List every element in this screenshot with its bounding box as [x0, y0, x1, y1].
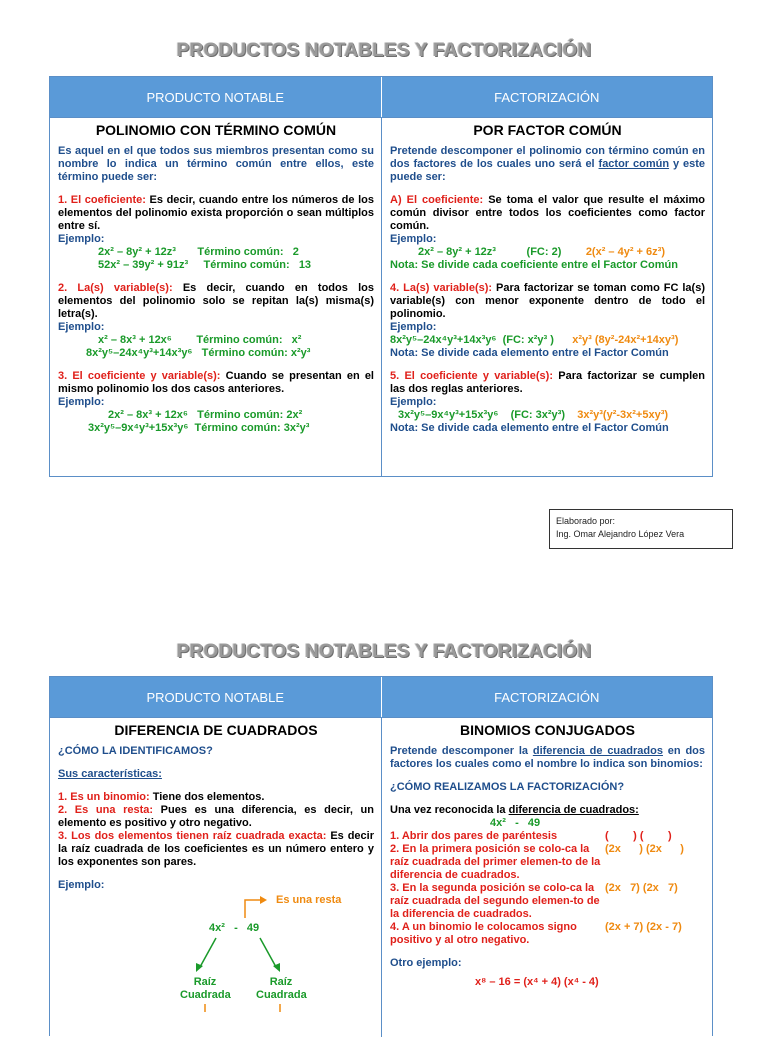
example-label: Ejemplo:	[58, 233, 105, 245]
left-column	[50, 718, 381, 1037]
case-label: 3. El coeficiente y variable(s):	[58, 370, 221, 382]
example-label: Ejemplo:	[58, 396, 105, 408]
char-label: 3. Los dos elementos tienen raíz cuadrada exacta:	[58, 830, 327, 842]
example-line: 2x² – 8y² + 12z³ (FC: 2) 2(x² – 4y² + 6z³)	[418, 246, 665, 258]
right-intro: Pretende descomponer el polinomio con término común en dos factores de los cuales uno será el factor común y este puede ser:	[390, 145, 706, 183]
credit-line: Elaborado por:	[556, 516, 616, 526]
example-line: 8x²y⁵–24x⁴y³+14x³y⁶ (FC: x²y³ ) x²y³ (8y²-24x²+14xy³)	[390, 334, 679, 346]
right-subtitle: BINOMIOS CONJUGADOS	[459, 722, 635, 738]
diagram-root-right: Raíz Cuadrada	[256, 976, 307, 1001]
diagram-root-left: Raíz Cuadrada	[180, 976, 231, 1001]
example-line: 8x²y⁵–24x⁴y³+14x³y⁶ Término común: x²y³	[86, 347, 311, 359]
credits-box	[549, 509, 733, 549]
right-subtitle: POR FACTOR COMÚN	[473, 122, 622, 138]
notes-table	[49, 76, 713, 477]
step-row: 2. En la primera posición se colo-ca la raíz cuadrada del primer elemen-to de la diferencia de cuadrados. (2x ) (2x )	[390, 843, 684, 881]
table-header	[50, 77, 712, 117]
other-example-label: Otro ejemplo:	[390, 957, 462, 969]
diagram-expression: 4x² - 49	[209, 922, 260, 934]
case-label: 1. El coeficiente:	[58, 194, 146, 206]
left-subtitle: DIFERENCIA DE CUADRADOS	[114, 722, 318, 738]
left-intro: Es aquel en el que todos sus miembros presentan como su nombre lo indica un término común entre ellos, este término puede ser:	[58, 145, 374, 183]
question-heading: ¿CÓMO LA IDENTIFICAMOS?	[58, 745, 213, 757]
table-header	[50, 677, 712, 717]
case-text: Es decir, cuando en todos los elementos del polinomio solo se repitan la(s) misma(s) letra(s).	[58, 282, 374, 320]
example-diagram	[58, 892, 374, 1012]
case-label: 5. El coeficiente y variable(s):	[390, 370, 553, 382]
case-text: Es decir, cuando entre los números de los elementos del polinomio exista proporción o sean múltiplos entre sí.	[58, 194, 375, 232]
case-text: Se toma el valor que resulte el máximo común divisor entre todos los coeficientes como factor común.	[390, 194, 705, 232]
case-text: Para factorizar se cumplen las dos reglas anteriores.	[390, 370, 705, 395]
step-row: 1. Abrir dos pares de paréntesis ( ) ( )	[390, 830, 672, 842]
left-column	[50, 118, 381, 476]
characteristics-heading: Sus características:	[58, 768, 162, 780]
other-example-expression: x⁸ – 16 = (x⁴ + 4) (x⁴ - 4)	[475, 976, 599, 988]
example-label: Ejemplo:	[390, 233, 437, 245]
char-label: 2. Es una resta:	[58, 804, 154, 816]
notes-table	[49, 676, 713, 1036]
example-label: Ejemplo:	[390, 321, 437, 333]
credit-line: Ing. Omar Alejandro López Vera	[556, 529, 685, 539]
header-factorizacion: FACTORIZACIÓN	[381, 677, 713, 717]
step-row: 3. En la segunda posición se colo-ca la raíz cuadrada del segundo elemen-to de la diferencia de cuadrados. (2x 7) (2x 7)	[390, 882, 678, 920]
note-line: Nota: Se divide cada coeficiente entre el Factor Común	[390, 259, 678, 271]
recognized-expression: 4x² - 49	[490, 817, 541, 829]
example-line: 2x² – 8x³ + 12x⁶ Término común: 2x²	[108, 409, 303, 421]
right-column	[381, 718, 712, 1037]
case-text: Para factorizar se toman como FC la(s) variable(s) con menor exponente dentro de todo el polinomio.	[390, 282, 705, 320]
note-line: Nota: Se divide cada elemento entre el Factor Común	[390, 347, 669, 359]
diagram-resta-label: Es una resta	[276, 894, 342, 906]
page-title: PRODUCTOS NOTABLES Y FACTORIZACIÓN	[176, 641, 592, 662]
example-line: 2x² – 8y² + 12z³ Término común: 2	[98, 246, 299, 258]
header-factorizacion: FACTORIZACIÓN	[381, 77, 713, 117]
char-label: 1. Es un binomio:	[58, 791, 150, 803]
header-producto-notable: PRODUCTO NOTABLE	[146, 89, 284, 105]
right-intro: Pretende descomponer la diferencia de cuadrados en dos factores los cuales como el nombre lo indica son binomios:	[390, 745, 705, 770]
recognized-line: Una vez reconocida la diferencia de cuadrados:	[390, 804, 639, 816]
right-column	[381, 118, 712, 476]
case-text: Cuando se presentan en el mismo polinomio los dos casos anteriores.	[58, 370, 374, 395]
page-title: PRODUCTOS NOTABLES Y FACTORIZACIÓN	[176, 40, 592, 61]
case-label: 2. La(s) variable(s):	[58, 282, 173, 294]
step-row: 4. A un binomio le colocamos signo positivo y al otro negativo. (2x + 7) (2x - 7)	[390, 921, 682, 946]
header-producto-notable: PRODUCTO NOTABLE	[146, 689, 284, 705]
char-text: Es decir la raíz cuadrada de los coeficientes es un número entero y los exponentes son pares.	[58, 830, 374, 868]
char-text: Pues es una diferencia, es decir, un elemento es positivo y otro negativo.	[58, 804, 374, 829]
note-line: Nota: Se divide cada elemento entre el Factor Común	[390, 422, 669, 434]
case-label: 4. La(s) variable(s):	[390, 282, 493, 294]
example-label: Ejemplo:	[58, 321, 105, 333]
example-line: 3x²y⁵–9x⁴y³+15x³y⁶ Término común: 3x²y³	[88, 422, 310, 434]
example-line: 3x²y⁵–9x⁴y³+15x³y⁶ (FC: 3x²y³) 3x²y³(y²-3x²+5xy³)	[398, 409, 669, 421]
example-line: 52x² – 39y² + 91z³ Término común: 13	[98, 259, 312, 271]
char-text: Tiene dos elementos.	[149, 791, 265, 803]
example-label: Ejemplo:	[58, 879, 105, 891]
case-label: A) El coeficiente:	[390, 194, 484, 206]
left-subtitle: POLINOMIO CON TÉRMINO COMÚN	[95, 122, 337, 138]
question-heading: ¿CÓMO REALIZAMOS LA FACTORIZACIÓN?	[390, 781, 625, 793]
example-label: Ejemplo:	[390, 396, 437, 408]
example-line: x² – 8x³ + 12x⁶ Término común: x²	[98, 334, 302, 346]
